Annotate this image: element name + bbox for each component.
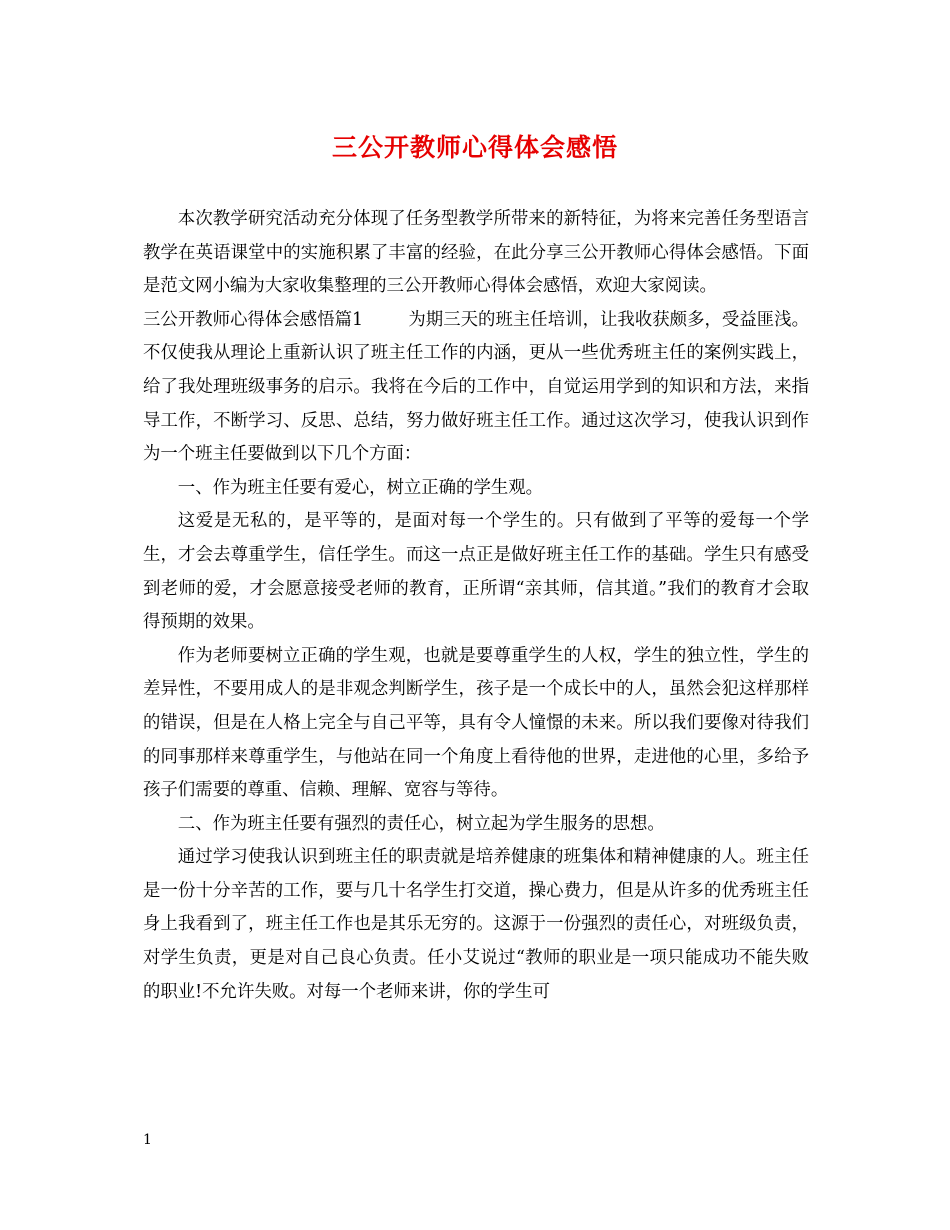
point-two-heading: 二、作为班主任要有强烈的责任心，树立起为学生服务的思想。 xyxy=(177,813,665,834)
section-paragraph xyxy=(143,304,809,472)
intro-paragraph: 本次教学研究活动充分体现了任务型教学所带来的新特征，为将来完善任务型语言教学在英语课堂中的实施积累了丰富的经验，在此分享三公开教师心得体会感悟。下面是范文网小编为大家收集整理的三公开教师心得体会感悟，欢迎大家阅读。 xyxy=(143,209,809,297)
duty-paragraph: 通过学习使我认识到班主任的职责就是培养健康的班集体和精神健康的人。班主任是一份十分辛苦的工作，要与几十名学生打交道，操心费力，但是从许多的优秀班主任身上我看到了，班主任工作也是其乐无穷的。这源于一份强烈的责任心，对班级负责，对学生负责，更是对自己良心负责。任小艾说过“教师的职业是一项只能成功不能失败的职业!不允许失败。对每一个老师来讲，你的学生可 xyxy=(143,847,809,1002)
page-number: 1 xyxy=(143,1132,152,1148)
document-body xyxy=(143,203,809,1009)
love-paragraph: 这爱是无私的，是平等的，是面对每一个学生的。只有做到了平等的爱每一个学生，才会去尊重学生，信任学生。而这一点正是做好班主任工作的基础。学生只有感受到老师的爱，才会愿意接受老师的教育，正所谓“亲其师，信其道。”我们的教育才会取得预期的效果。 xyxy=(143,511,809,633)
document-title: 三公开教师心得体会感悟 xyxy=(331,133,618,162)
section-first-text: 为期三天的班主任培训，让我收获颇多，受益匪浅。不仅使我从理论上重新认识了班主任工作的内涵，更从一些优秀班主任的案例实践上，给了我处理班级事务的启示。我将在今后的工作中，自觉运用学到的知识和方法，来指导工作，不断学习、反思、总结，努力做好班主任工作。通过这次学习，使我认识到作为一个班主任要做到以下几个方面： xyxy=(143,309,809,465)
respect-paragraph: 作为老师要树立正确的学生观，也就是要尊重学生的人权，学生的独立性，学生的差异性，不要用成人的是非观念判断学生，孩子是一个成长中的人，虽然会犯这样那样的错误，但是在人格上完全与自己平等，具有令人憧憬的未来。所以我们要像对待我们的同事那样来尊重学生，与他站在同一个角度上看待他的世界，走进他的心里，多给予孩子们需要的尊重、信赖、理解、宽容与等待。 xyxy=(143,645,809,801)
point-one-heading: 一、作为班主任要有爱心，树立正确的学生观。 xyxy=(177,477,544,498)
section-heading: 三公开教师心得体会感悟篇1 xyxy=(143,309,364,330)
